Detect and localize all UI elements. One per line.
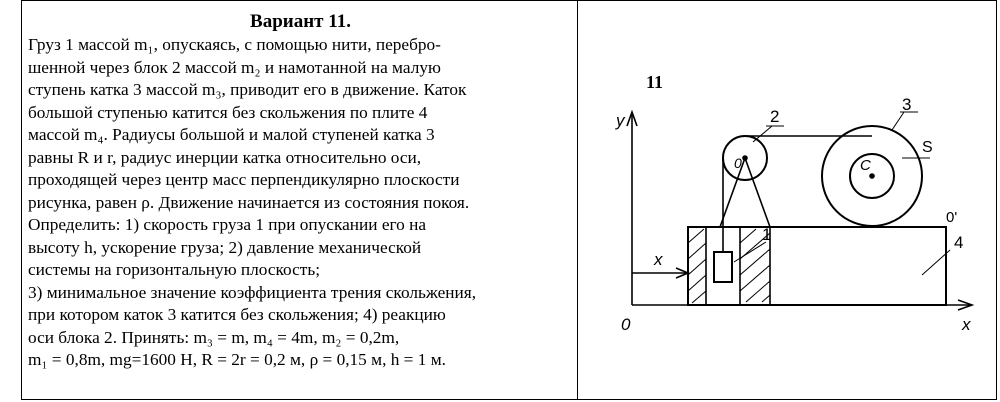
- variant-title: Вариант 11.: [250, 11, 351, 32]
- c-label: C: [860, 157, 871, 174]
- problem-line: ступень катка 3 массой m₃, приводит его в движение. Каток: [28, 80, 467, 99]
- o-prime-label: 0': [946, 209, 958, 226]
- problem-statement: [28, 34, 573, 372]
- o-label: 0: [734, 155, 742, 171]
- problem-text-column: [28, 10, 573, 372]
- load-1-leader: [734, 242, 766, 262]
- problem-line: равны R и r, радиус инерции катка относительно оси,: [28, 147, 422, 167]
- plate-4: [688, 227, 946, 305]
- problem-line: высоту h, ускорение груза; 2) давление механической: [28, 237, 422, 257]
- block-2-leader: [753, 126, 772, 142]
- problem-line: шенной через блок 2 массой m₂ и намотанной на малую: [28, 57, 441, 77]
- s-label: S: [922, 139, 933, 156]
- plate-4-number: 4: [954, 233, 964, 252]
- problem-line: рисунка, равен ρ. Движение начинается из состояния покоя.: [28, 192, 470, 212]
- problem-line: массой m₄. Радиусы большой и малой ступеней катка 3: [28, 125, 435, 144]
- load-1: [714, 252, 732, 282]
- problem-line: большой ступенью катится без скольжения по плите 4: [28, 102, 428, 122]
- problem-line: Определить: 1) скорость груза 1 при опускании его на: [28, 215, 427, 234]
- problem-line: оси блока 2. Принять: m₃ = m, m₄ = 4m, m₂ = 0,2m,: [28, 327, 400, 347]
- y-axis-label: y: [616, 111, 625, 130]
- x-axis-label: x: [962, 315, 971, 334]
- problem-line: при котором каток 3 катится без скольжения; 4) реакцию: [28, 305, 446, 324]
- mechanism-diagram: [578, 0, 996, 400]
- hatch-left: [688, 229, 706, 303]
- problem-line: системы на горизонтальную плоскость;: [28, 260, 321, 279]
- problem-line: проходящей через центр масс перпендикулярно плоскости: [28, 170, 460, 189]
- roller-3-leader: [892, 112, 904, 130]
- problem-line: 3) минимальное значение коэффициента трения скольжения,: [28, 282, 477, 302]
- x-coord-label: x: [654, 250, 663, 269]
- problem-line: Груз 1 массой m₁, опускаясь, с помощью нити, перебро-: [28, 35, 441, 54]
- problem-line: m₁ = 0,8m, mg=1600 H, R = 2r = 0,2 м, ρ = 0,15 м, h = 1 м.: [28, 350, 446, 369]
- origin-label: 0: [621, 315, 631, 334]
- roller-3-number: 3: [902, 95, 912, 114]
- figure-number: 11: [646, 72, 664, 92]
- load-1-number: 1: [762, 225, 772, 244]
- block-2-support: [720, 158, 770, 227]
- block-2-number: 2: [770, 107, 780, 126]
